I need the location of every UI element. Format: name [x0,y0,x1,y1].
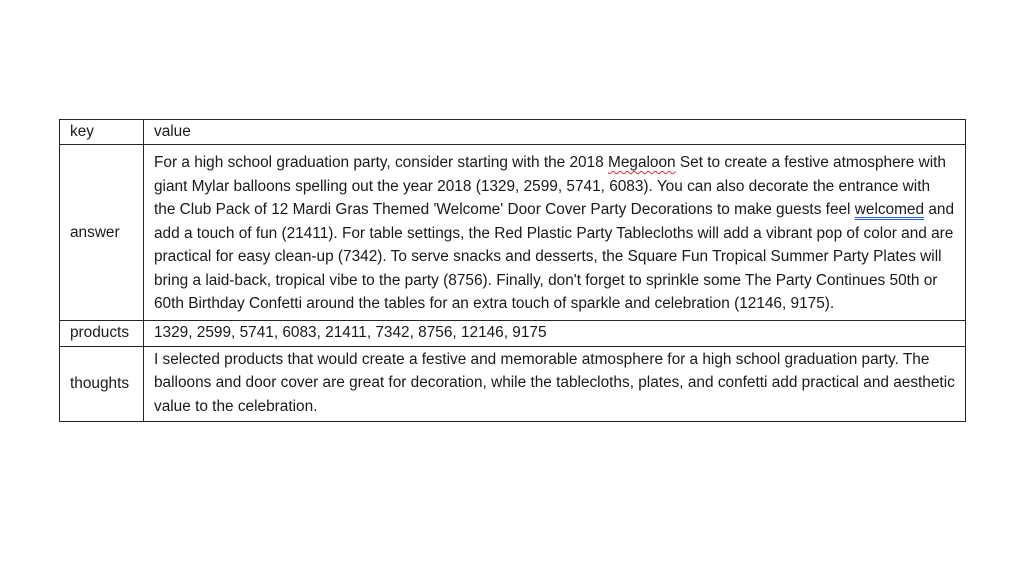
grammar-flagged-word[interactable]: welcomed [854,201,925,218]
table-row-products [60,320,966,346]
answer-text-part: Set to create a festive atmosphere with giant Mylar balloons spelling out the year 2018 (1329, 2599, 5741, 6083). You can also decorate the entrance with the Club Pack of 12 Mardi Gras Themed 'Welcome' Door Cover Party Decorations to make guests feel [154,154,946,218]
answer-key-cell: answer [60,145,144,321]
table-header-row [60,120,966,145]
products-value-cell: 1329, 2599, 5741, 6083, 21411, 7342, 8756, 12146, 9175 [144,320,966,346]
table-row-answer [60,145,966,321]
answer-text-part: For a high school graduation party, consider starting with the 2018 [154,154,609,171]
products-key-cell: products [60,320,144,346]
key-value-table [59,119,966,422]
table-row-thoughts [60,346,966,422]
header-key-cell: key [60,120,144,145]
header-value-cell: value [144,120,966,145]
thoughts-key-cell: thoughts [60,346,144,422]
spelling-flagged-word[interactable]: Megaloon [608,154,676,171]
answer-value-cell [144,145,966,321]
thoughts-value-cell: I selected products that would create a festive and memorable atmosphere for a high school graduation party. The balloons and door cover are great for decoration, while the tablecloths, plates, and confetti add practical and aesthetic value to the celebration. [144,346,966,422]
answer-text-part: and add a touch of fun (21411). For table settings, the Red Plastic Party Tablecloths will add a vibrant pop of color and are practical for easy clean-up (7342). To serve snacks and desserts, the Square Fun Tropical Summer Party Plates will bring a laid-back, tropical vibe to the party (8756). Finally, don't forget to sprinkle some The Party Continues 50th or 60th Birthday Confetti around the tables for an extra touch of sparkle and celebration (12146, 9175). [154,201,955,312]
